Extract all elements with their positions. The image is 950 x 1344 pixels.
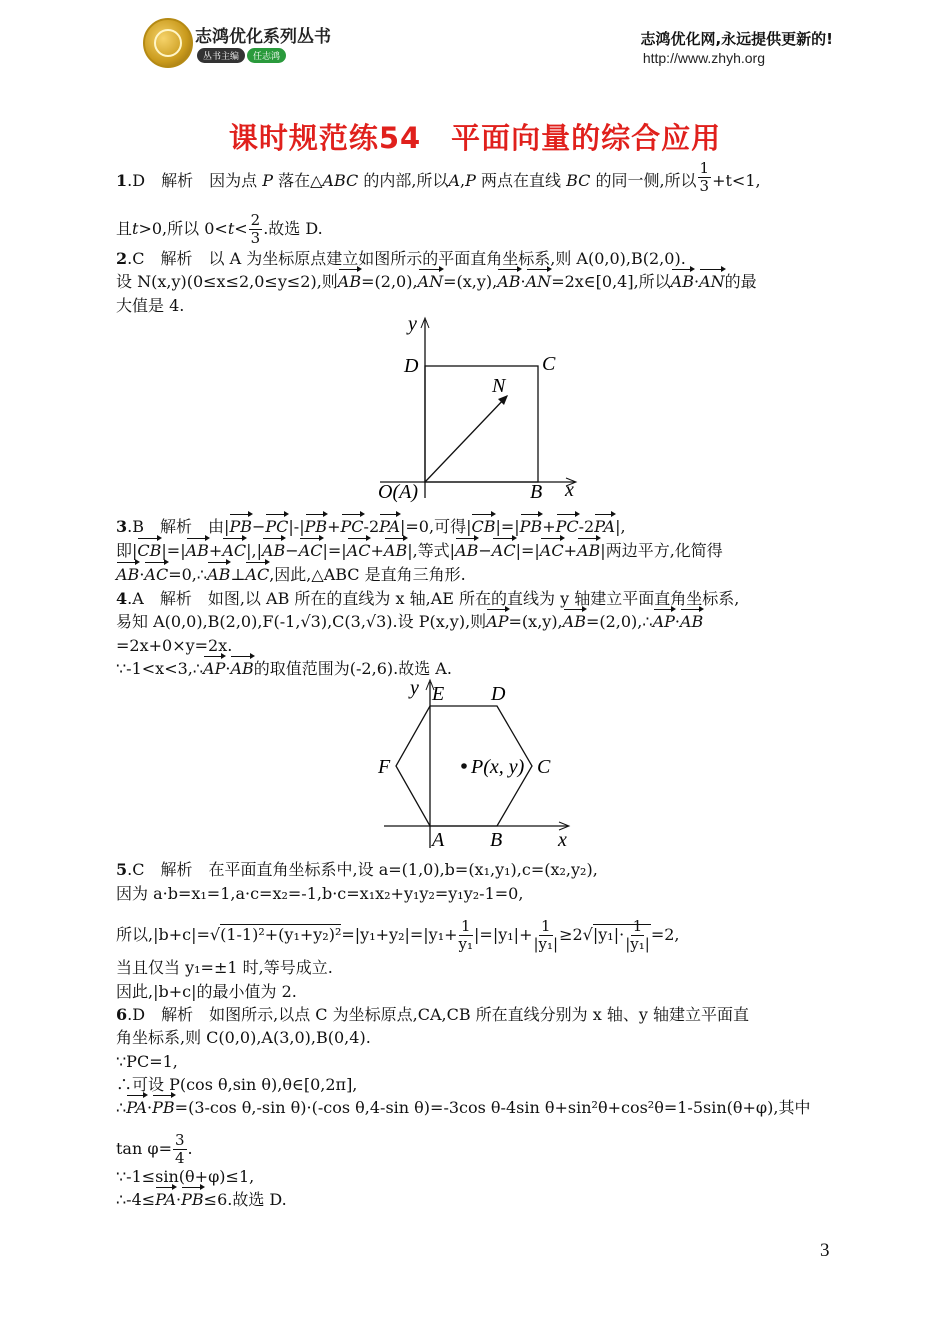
q2-line2: 设 N(x,y)(0≤x≤2,0≤y≤2),则AB=(2,0),AN=(x,y),AB·AN=2x∈[0,4],所以AB·AN的最 [116,272,757,291]
fig2-label-E: E [432,683,445,705]
fig2-label-D: D [491,683,506,705]
q5-line5: 因此,|b+c|的最小值为 2. [116,982,297,1001]
q5-line1: 5.C 解析 在平面直角坐标系中,设 a=(1,0),b=(x₁,y₁),c=(x₂,y₂), [116,860,598,879]
fig2-label-C: C [537,756,551,778]
q2-line1: 2.C 解析 以 A 为坐标原点建立如图所示的平面直角坐标系,则 A(0,0),B(2,0). [116,249,686,268]
q3-line1: 3.B 解析 由|PB−PC|-|PB+PC-2PA|=0,可得|CB|=|PB+PC-2PA|, [116,517,626,536]
q3-line2: 即|CB|=|AB+AC|,|AB−AC|=|AC+AB|,等式|AB−AC|=|AC+AB|两边平方,化简得 [116,541,723,560]
q5-line3: 所以,|b+c|=√(1-1)²+(y₁+y₂)²=|y₁+y₂|=|y₁+ $\frac{1}{\text{y₁}}$ |=|y₁|+ $\frac{1}{\text{|y₁|}}$ ≥2√|y₁|· $\frac{1}{\text{|y₁|}}$ =2, [116,917,680,953]
q3-line3: AB·AC=0,∴AB⊥AC,因此,△ABC 是直角三角形. [116,565,466,584]
q4-line2: 易知 A(0,0),B(2,0),F(-1,√3),C(3,√3).设 P(x,y),则AP=(x,y),AB=(2,0),∴AP·AB [116,612,704,631]
q1-line1: 1.D 解析 因为点 P 落在△ABC 的内部,所以A,P 两点在直线 BC 的同一侧,所以 $\frac{1}{3}$ +t<1, [116,159,761,195]
series-name: 志鸿优化系列丛书 [195,27,331,47]
fig2-label-A: A [432,829,445,851]
q6-line6: tan φ= $\frac{3}{4}$ . [116,1131,193,1167]
q6-line8: ∴-4≤PA·PB≤6.故选 D. [116,1190,287,1209]
fig2-label-x: x [558,829,567,851]
website-url[interactable]: http://www.zhyh.org [642,50,765,66]
page-header [143,18,843,68]
fig1-label-C: C [542,353,556,375]
q6-line2: 角坐标系,则 C(0,0),A(3,0),B(0,4). [116,1028,371,1047]
figure-square-coordinate [370,308,600,508]
q5-line4: 当且仅当 y₁=±1 时,等号成立. [116,958,333,977]
q2-line3: 大值是 4. [116,296,185,315]
q6-line1: 6.D 解析 如图所示,以点 C 为坐标原点,CA,CB 所在直线分别为 x 轴、y 轴建立平面直 [116,1005,749,1024]
figure-hexagon-coordinate [370,676,580,854]
q6-line7: ∵-1≤sin(θ+φ)≤1, [116,1167,255,1186]
fig1-label-N: N [492,375,506,397]
fig1-label-x: x [565,479,574,501]
q6-line3: ∵PC=1, [116,1052,178,1071]
fig1-label-B: B [530,481,543,503]
q4-line4: ∵-1<x<3,∴AP·AB的取值范围为(-2,6).故选 A. [116,659,452,678]
q4-line3: =2x+0×y=2x. [116,636,233,655]
q1-line2: 且t>0,所以 0<t< $\frac{2}{3}$ .故选 D. [116,211,323,247]
publisher-logo-icon [143,18,193,68]
q6-line4: ∴可设 P(cos θ,sin θ),θ∈[0,2π], [116,1075,358,1094]
q4-line1: 4.A 解析 如图,以 AB 所在的直线为 x 轴,AE 所在的直线为 y 轴建立平面直角坐标系, [116,589,740,608]
slogan: 志鸿优化网,永远提供更新的! [640,30,833,48]
page-number: 3 [820,1240,830,1261]
fig2-label-y: y [410,677,419,699]
fig2-label-P: P(x, y) [471,756,525,778]
fig1-label-D: D [404,355,419,377]
fig2-label-F: F [378,756,391,778]
editor-tag: 丛书主编 任志鸿 [197,48,286,63]
fig2-label-B: B [490,829,503,851]
q6-line5: ∴PA·PB=(3-cos θ,-sin θ)·(-cos θ,4-sin θ)=-3cos θ-4sin θ+sin²θ+cos²θ=1-5sin(θ+φ),其中 [116,1098,811,1117]
fig1-label-y: y [408,313,417,335]
page-title: 课时规范练54 平面向量的综合应用 [228,121,722,155]
fig1-label-O: O(A) [378,481,418,503]
q5-line2: 因为 a·b=x₁=1,a·c=x₂=-1,b·c=x₁x₂+y₁y₂=y₁y₂-1=0, [116,884,524,903]
